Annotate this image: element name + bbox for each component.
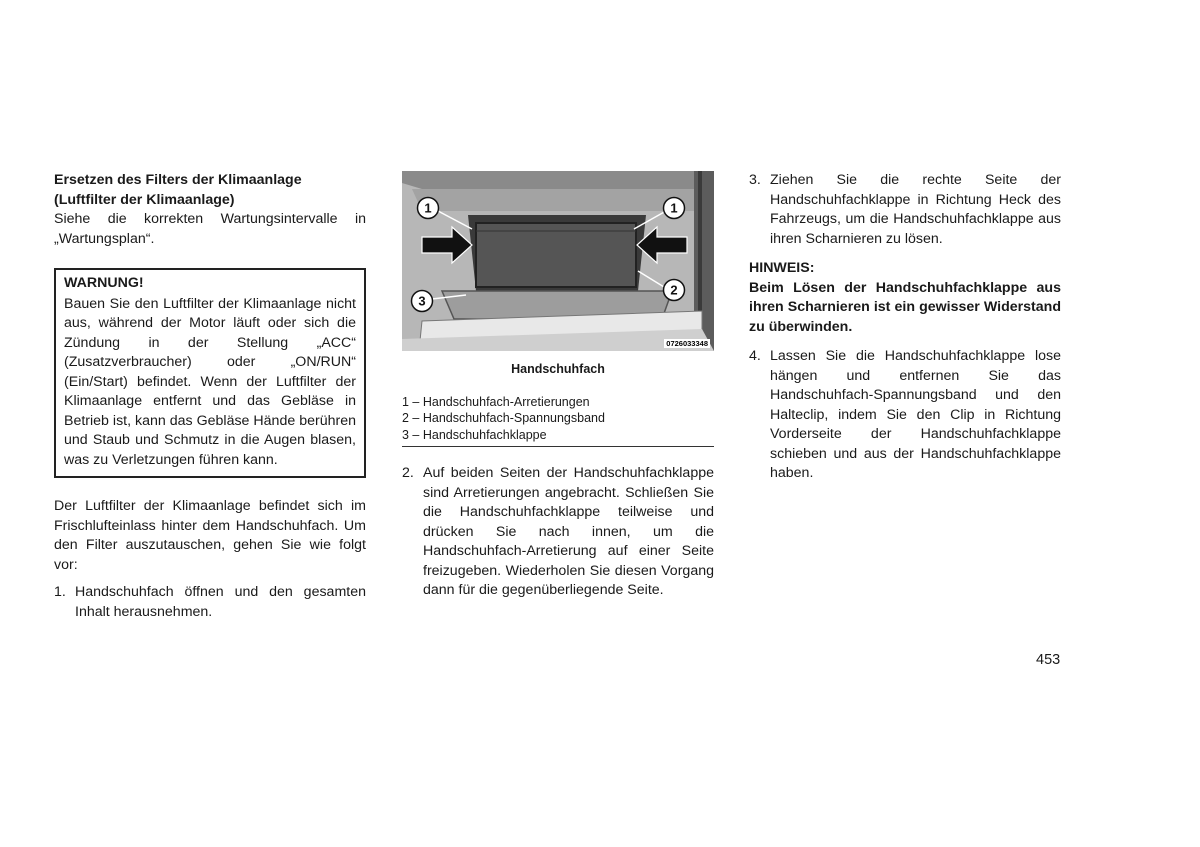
- step-number: 1.: [54, 584, 66, 600]
- callout-1-right: [664, 198, 685, 219]
- step-text: Lassen Sie die Handschuhfachklappe lose hängen und entfernen Sie das Handschuhfach-Spannungsband und den Halteclip, indem Sie den Clip in Richtung Vorderseite der Handschuhfachklappe schieben und aus der Handschuhfachklappe haben.: [770, 348, 1061, 481]
- figure-caption: Handschuhfach: [511, 362, 605, 376]
- callout-2: [664, 280, 685, 301]
- figure-legend: [402, 394, 714, 448]
- step-text: Handschuhfach öffnen und den gesamten Inhalt herausnehmen.: [75, 584, 366, 620]
- legend-item: 3 – Handschuhfachklappe: [402, 427, 714, 448]
- glovebox-illustration: [402, 171, 714, 351]
- intro-text: Siehe die korrekten Wartungsintervalle in „Wartungsplan“.: [54, 211, 366, 247]
- callout-1-left: [418, 198, 439, 219]
- step-number: 3.: [749, 172, 761, 188]
- callout-label: 2: [670, 282, 678, 298]
- step-text: Auf beiden Seiten der Handschuhfachklappe sind Arretierungen angebracht. Schließen Sie die Handschuhfachklappe teilweise und drücken Sie nach innen, um die Handschuhfach-Arretierung auf einer Seite freizugeben. Wiederholen Sie diesen Vorgang dann für die gegenüberliegende Seite.: [423, 465, 714, 598]
- step-number: 2.: [402, 465, 414, 481]
- step-4: [749, 347, 1061, 484]
- glovebox-drawing: [402, 171, 714, 351]
- warning-box: [54, 268, 366, 478]
- legend-item: 2 – Handschuhfach-Spannungsband: [402, 411, 605, 425]
- middle-column: [402, 171, 714, 601]
- step-number: 4.: [749, 348, 761, 364]
- legend-item: 1 – Handschuhfach-Arretierungen: [402, 394, 590, 409]
- section-heading: Ersetzen des Filters der Klimaanlage: [54, 172, 302, 188]
- callout-3: [412, 291, 433, 312]
- note-title: HINWEIS:: [749, 260, 815, 276]
- note-text: Beim Lösen der Handschuhfachklappe aus ihren Scharnieren ist ein gewisser Widerstand zu überwinden.: [749, 279, 1061, 335]
- page-number: 453: [1036, 652, 1061, 668]
- callout-label: 1: [424, 200, 432, 216]
- warning-text: Bauen Sie den Luftfilter der Klimaanlage nicht aus, während der Motor läuft oder sich die Zündung in der Stellung „ACC“ (Zusatzverbraucher) oder „ON/RUN“ (Ein/Start) befindet. Wenn der Luftfilter der Klimaanlage entfernt und das Gebläse in Betrieb ist, kann das Gebläse Hände berühren und Staub und Schmutz in die Augen blasen, was zu Verletzungen führen kann.: [64, 295, 356, 468]
- warning-title: WARNUNG!: [64, 275, 144, 291]
- right-column: [749, 171, 1061, 484]
- step-2: [402, 464, 714, 601]
- body-text: Der Luftfilter der Klimaanlage befindet sich im Frischlufteinlass hinter dem Handschuhfach. Um den Filter auszutauschen, gehen Sie wie folgt vor:: [54, 498, 366, 573]
- step-3: [749, 171, 1061, 249]
- callout-label: 1: [670, 200, 678, 216]
- left-column: [54, 171, 366, 622]
- step-1: [54, 583, 366, 622]
- section-subheading: (Luftfilter der Klimaanlage): [54, 191, 235, 208]
- callout-label: 3: [418, 293, 426, 309]
- step-text: Ziehen Sie die rechte Seite der Handschuhfachklappe in Richtung Heck des Fahrzeugs, um die Handschuhfachklappe aus ihren Scharnieren zu lösen.: [770, 172, 1061, 247]
- figure-code: 0726033348: [666, 339, 708, 348]
